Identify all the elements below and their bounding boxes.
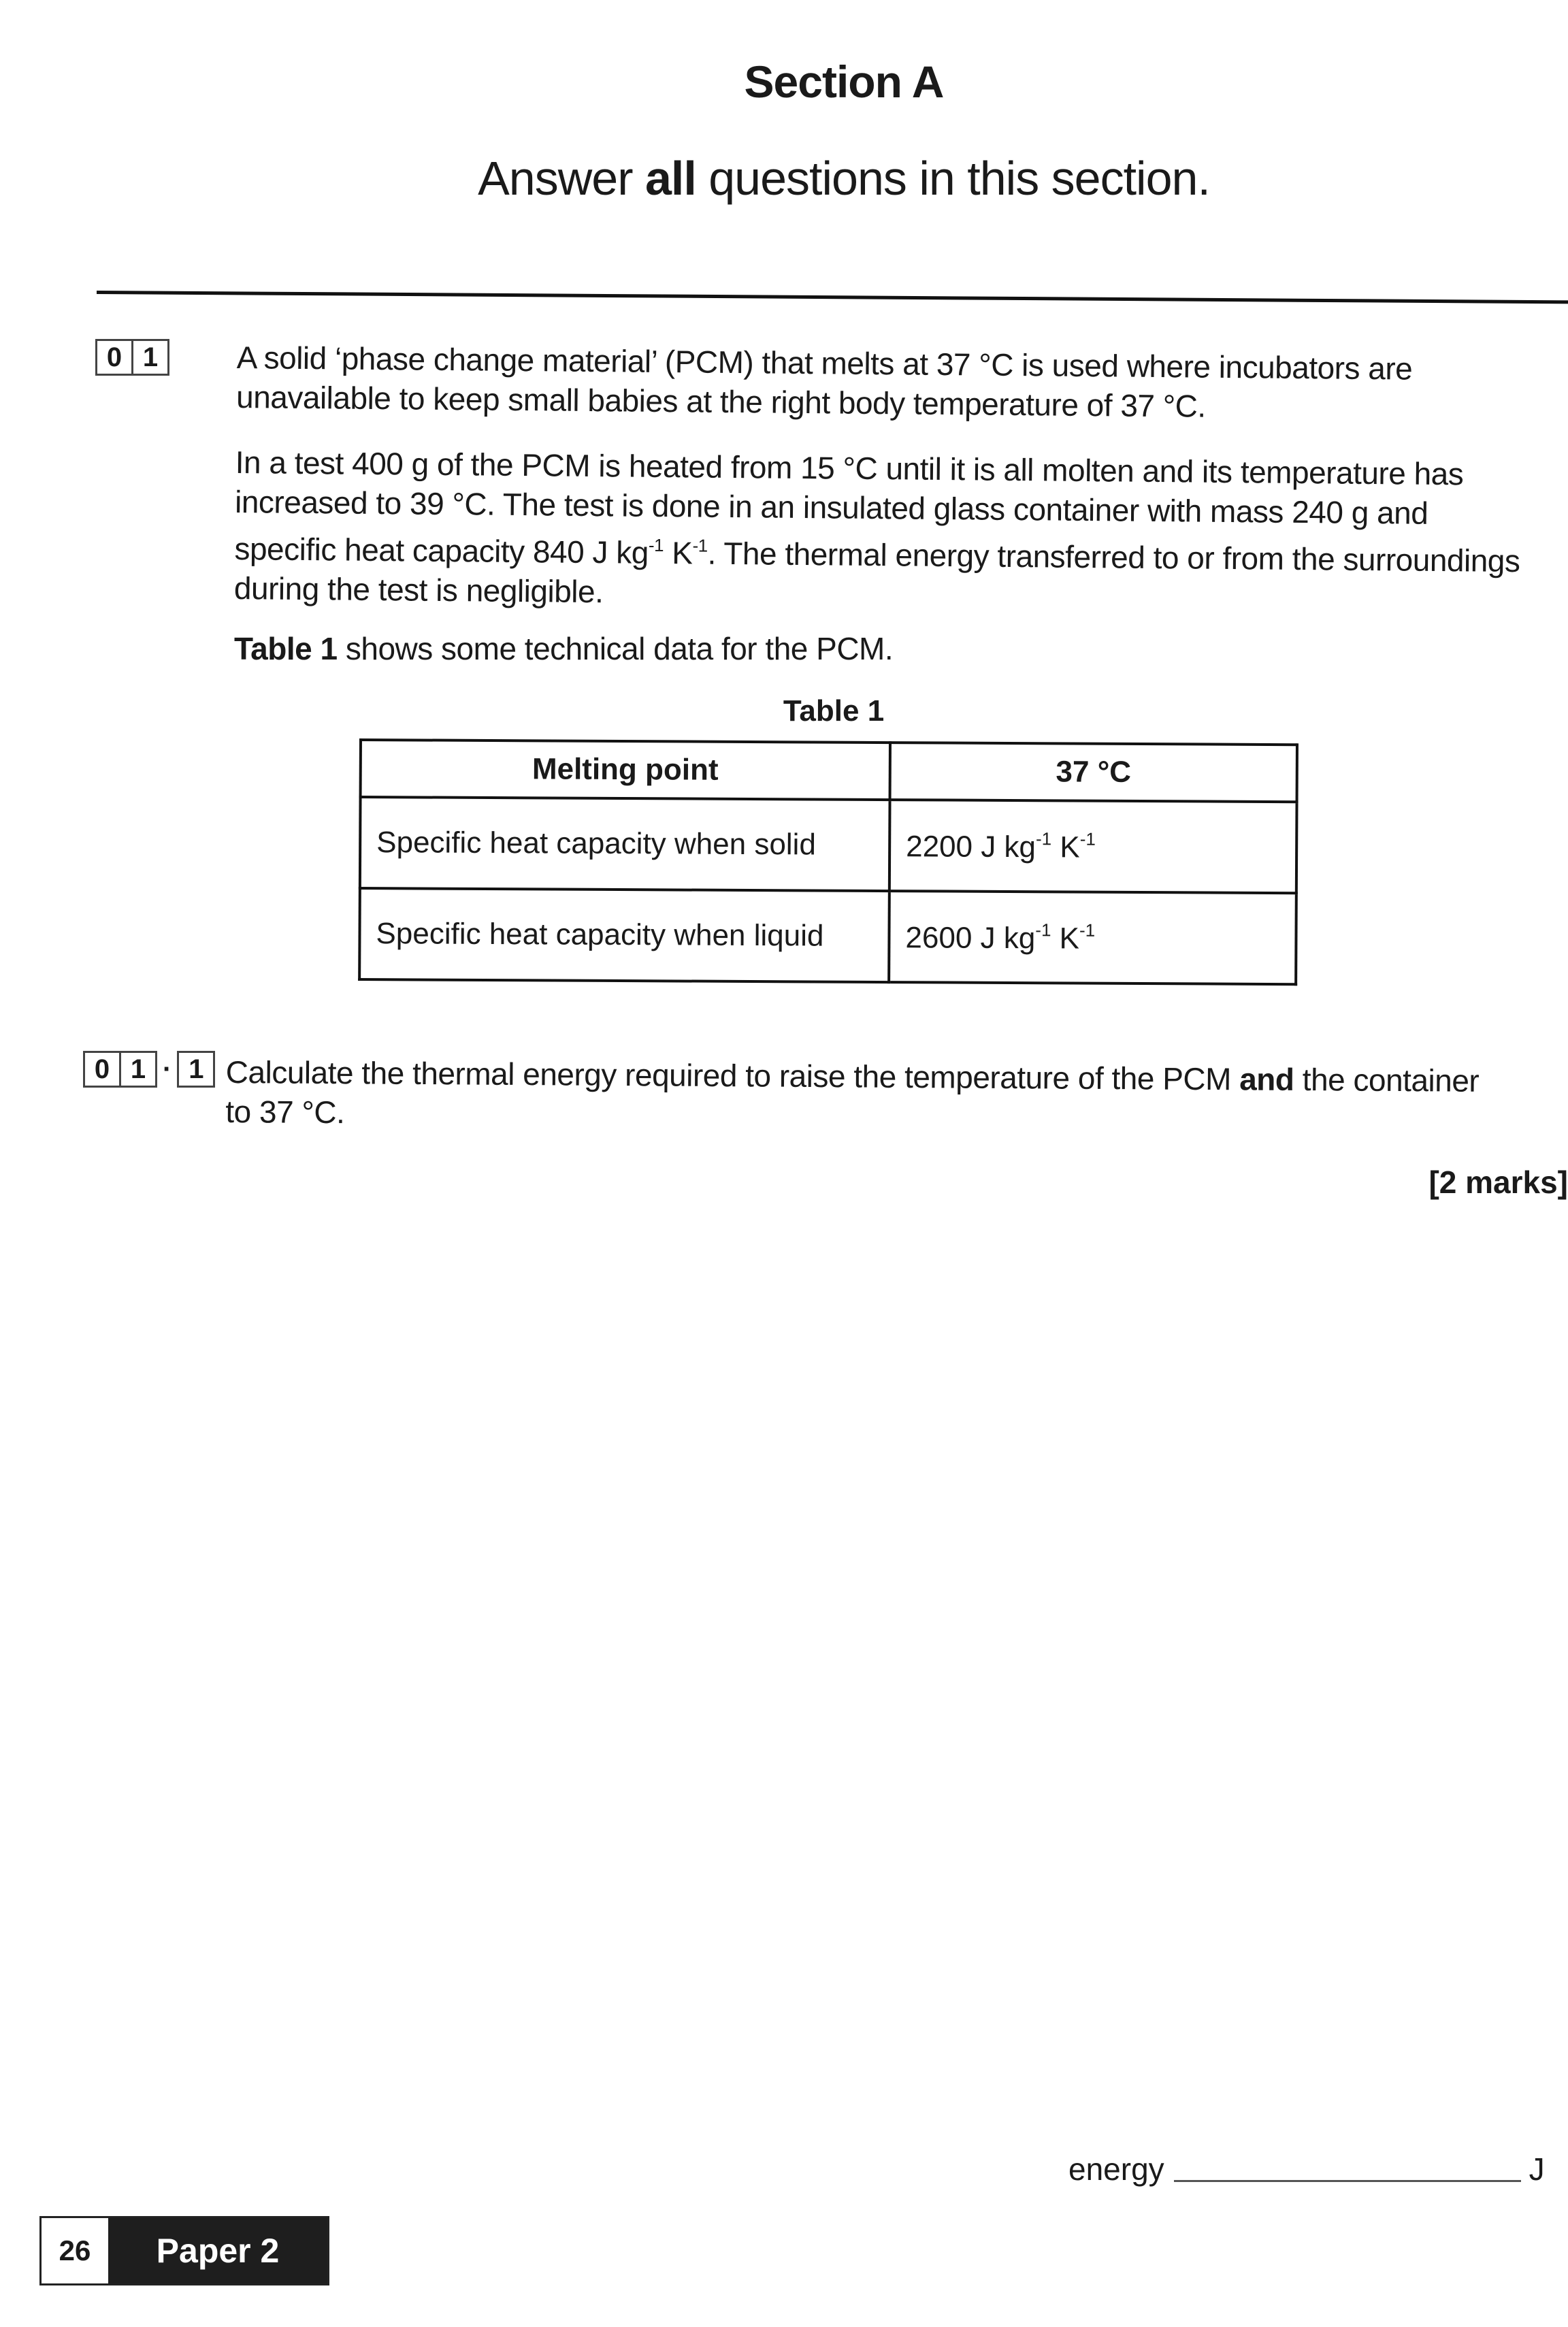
description-text: . The thermal energy transferred to or from the surroundings during the test is negligible. (233, 535, 1520, 610)
value-text: K (1051, 830, 1080, 864)
section-title: Section A (744, 56, 944, 107)
table-ref-bold: Table 1 (234, 631, 338, 666)
superscript: -1 (692, 535, 708, 556)
page-footer (39, 2216, 329, 2285)
question-intro: A solid ‘phase change material’ (PCM) that melts at 37 °C is used where incubators are unavailable to keep small babies at the right body temperature of 37 °C. (235, 339, 1413, 424)
subquestion-number (83, 1051, 215, 1088)
part-digit: 1 (189, 1054, 204, 1084)
superscript: -1 (1035, 828, 1052, 849)
value-text: 2600 J kg (905, 920, 1036, 955)
superscript: -1 (1079, 828, 1096, 849)
table-caption: Table 1 (783, 694, 885, 728)
question-number-box (95, 339, 169, 376)
table-row (361, 740, 1297, 802)
superscript: -1 (1079, 920, 1096, 941)
marks-label: [2 marks] (1428, 1165, 1568, 1200)
instruction-text: Answer (478, 152, 645, 205)
table-reference (234, 629, 1459, 668)
question-digit: 0 (106, 342, 122, 372)
subquestion-text-part: the container to 37 °C. (225, 1061, 1480, 1130)
question-test-description (234, 442, 1522, 620)
instruction-text: questions in this section. (696, 152, 1210, 205)
table-cell-value (889, 891, 1296, 984)
value-text: 2200 J kg (906, 829, 1036, 864)
subquestion-dot: · (163, 1054, 172, 1084)
subquestion-emphasis: and (1239, 1061, 1294, 1097)
table-cell-property: Melting point (361, 740, 890, 800)
answer-input-line[interactable] (1174, 2180, 1521, 2182)
question-digit: 0 (94, 1054, 110, 1084)
subquestion-number-box (83, 1051, 157, 1088)
table-ref-text: shows some technical data for the PCM. (337, 631, 894, 666)
section-instruction (0, 151, 1568, 206)
answer-unit: J (1529, 2151, 1545, 2187)
description-text: K (663, 535, 693, 571)
table-row (360, 797, 1297, 893)
question-digit: 1 (119, 1053, 155, 1086)
value-text: K (1051, 921, 1080, 956)
subquestion-part-box (177, 1051, 215, 1088)
subquestion-text-part: Calculate the thermal energy required to raise the temperature of the PCM (225, 1054, 1240, 1097)
instruction-emphasis: all (644, 152, 696, 205)
page-number: 26 (42, 2218, 108, 2283)
table-row (359, 888, 1296, 984)
answer-row (1068, 2151, 1545, 2187)
superscript: -1 (1035, 919, 1051, 940)
table-cell-property: Specific heat capacity when solid (360, 797, 890, 891)
paper-label: Paper 2 (108, 2218, 327, 2283)
superscript: -1 (648, 534, 664, 556)
table-cell-value: 37 °C (890, 743, 1297, 802)
description-text: In a test 400 g of the PCM is heated from 15 °C until it is all molten and its temperature has increased to 39 °C. The test is done in an insulated glass container with mass 240 g and specific heat capacity 840 J kg (234, 444, 1464, 570)
table-cell-property: Specific heat capacity when liquid (359, 888, 889, 982)
question-digit: 1 (131, 341, 167, 374)
answer-label: energy (1068, 2151, 1164, 2187)
section-divider (97, 291, 1568, 304)
pcm-data-table (358, 738, 1298, 986)
subquestion-text (225, 1052, 1505, 1140)
table-cell-value (889, 800, 1297, 893)
